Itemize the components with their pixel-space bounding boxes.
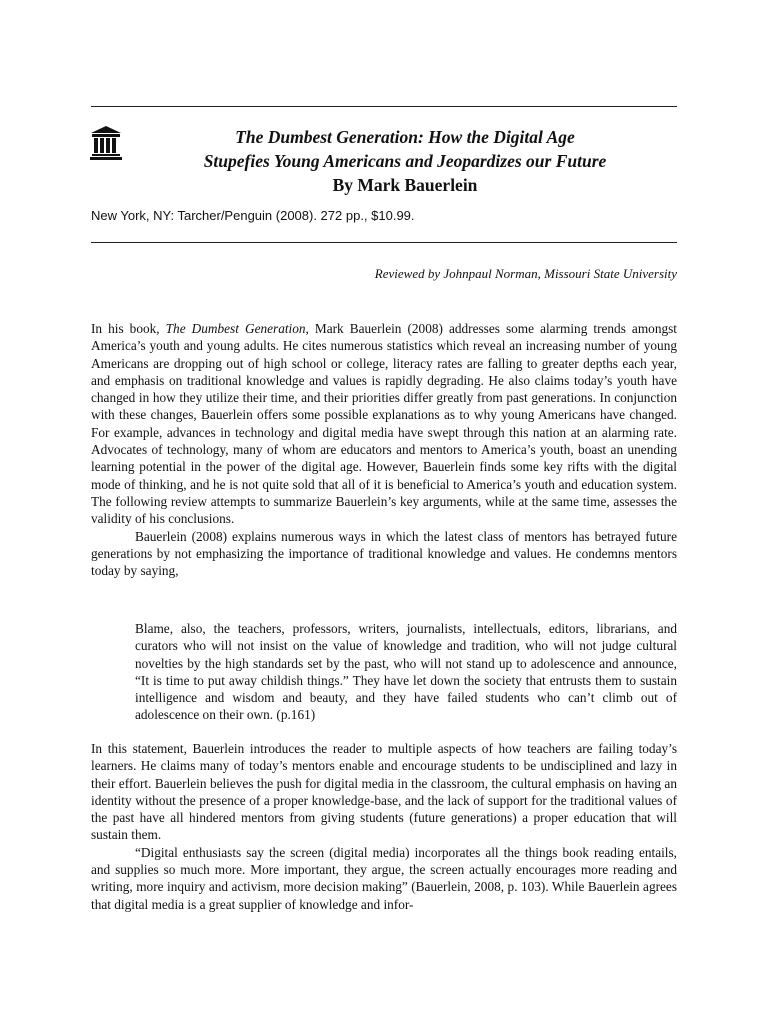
block-quote [135, 620, 677, 724]
body-section-1 [91, 320, 677, 579]
book-title: The Dumbest Generation [165, 321, 306, 336]
review-byline: By Mark Bauerlein [332, 175, 478, 195]
review-title-line1: The Dumbest Generation: How the Digital Age [235, 127, 575, 147]
reviewer-credit: Reviewed by Johnpaul Norman, Missouri State University [374, 266, 677, 281]
bottom-rule [91, 242, 677, 243]
paragraph-mentors: Bauerlein (2008) explains numerous ways in which the latest class of mentors has betrayed future generations by not emphasizing the importance of traditional knowledge and values. He condemns mentors today by saying, [91, 528, 677, 579]
paragraph-intro: In his book, The Dumbest Generation, Mark Bauerlein (2008) addresses some alarming trends amongst America’s youth and young adults. He cites numerous statistics which reveal an increasing number of young Americans are dropping out of high school or college, literacy rates are falling to greater depths each year, and emphasis on traditional knowledge and values is rapidly degrading. He also claims today’s youth have changed in how they utilize their time, and their priorities differ greatly from past generations. In conjunction with these changes, Bauerlein offers some possible explanations as to why young Americans have changed. For example, advances in technology and digital media have swept through this nation at an alarming rate. Advocates of technology, many of whom are educators and mentors to America’s youth, boast an unending learning potential in the power of the digital age. However, Bauerlein finds some key rifts with the digital mode of thinking, and he is not quite sold that all of it is beneficial to America’s youth and education system. The following review attempts to summarize Bauerlein’s key arguments, while at the same time, assesses the validity of his conclusions. [91, 321, 677, 527]
paragraph-digital: “Digital enthusiasts say the screen (digital media) incorporates all the things book reading entails, and supplies so much more. More important, they argue, the screen actually encourages more reading and writing, more inquiry and activism, more decision making” (Bauerlein, 2008, p. 103). While Bauerlein agrees that digital media is a great supplier of knowledge and infor- [91, 844, 677, 912]
paragraph-statement: In this statement, Bauerlein introduces the reader to multiple aspects of how teachers are failing today’s learners. He claims many of today’s mentors enable and encourage students to be undisciplined and lazy in their effort. Bauerlein believes the push for digital media in the classroom, the cultural emphasis on having an identity without the presence of a proper knowledge-base, and the lack of support for the traditional values of the past have all hindered mentors from giving students (future generations) a proper education that will sustain them. [91, 741, 677, 843]
top-rule [91, 106, 677, 107]
block-quote-text: Blame, also, the teachers, professors, writers, journalists, intellectuals, editors, librarians, and curators who will not insist on the value of knowledge and tradition, who will not judge cultural novelties by the high standards set by the past, who will not stand up to adolescence and announce, “It is time to put away childish things.” They have let down the society that entrusts them to sustain intelligence and wisdom and beauty, and they have failed students who can’t climb out of adolescence on their own. (p.161) [135, 621, 677, 723]
building-columns-icon [89, 125, 123, 161]
body-section-2 [91, 740, 677, 913]
publication-info: New York, NY: Tarcher/Penguin (2008). 272 pp., $10.99. [91, 208, 415, 223]
review-title-line2: Stupefies Young Americans and Jeopardizes our Future [203, 151, 607, 171]
